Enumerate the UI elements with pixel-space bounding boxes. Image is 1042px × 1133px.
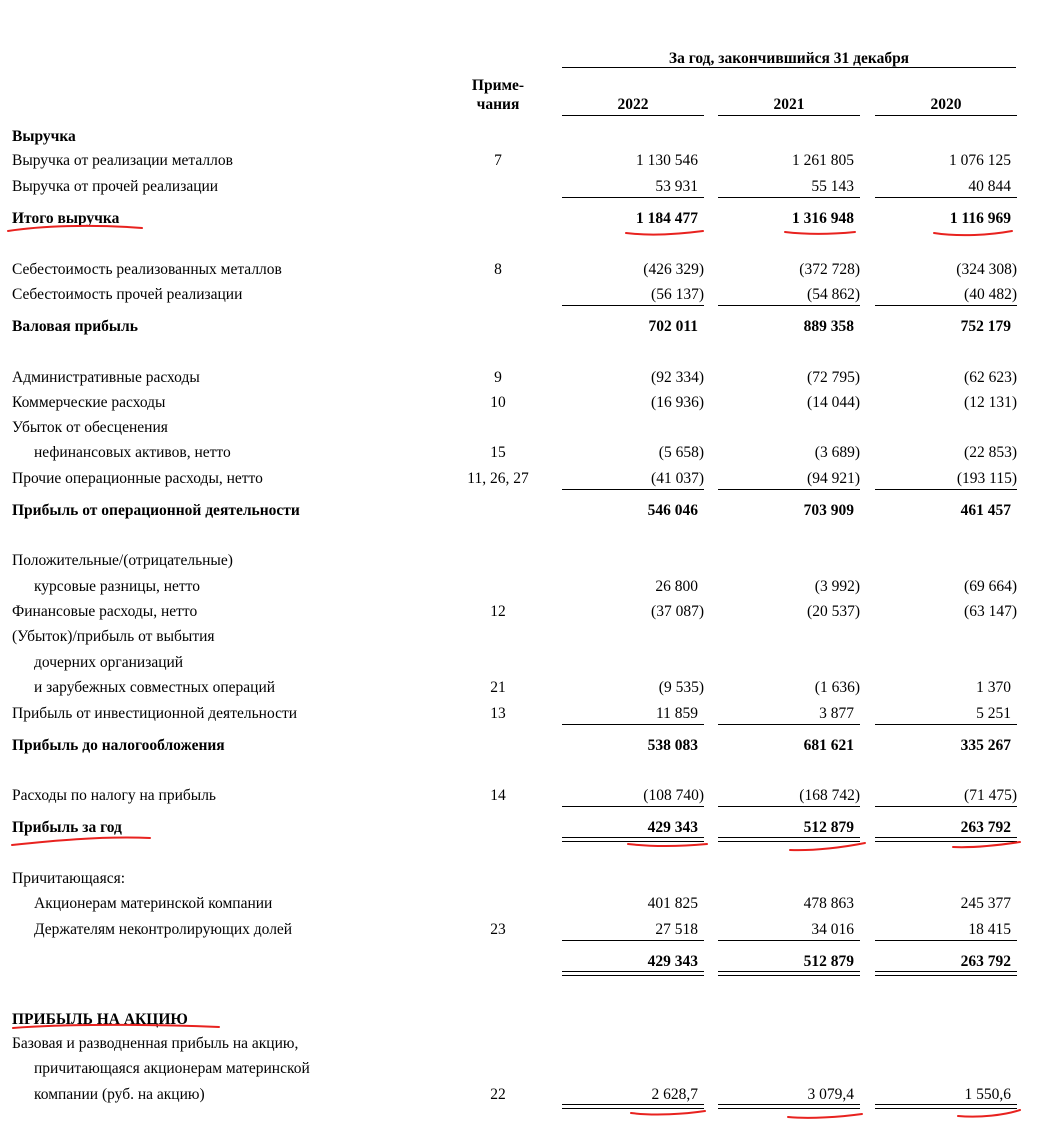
value-2021: (54 862): [807, 286, 860, 303]
value-2022: (56 137): [651, 286, 704, 303]
value-2020: 18 415: [968, 921, 1011, 938]
row-label: Выручка от реализации металлов: [12, 152, 233, 169]
row-note: 12: [490, 603, 506, 620]
row-note: 11, 26, 27: [467, 470, 529, 487]
row-label: Себестоимость реализованных металлов: [12, 261, 282, 278]
notes-heading-1: Приме-: [471, 77, 525, 94]
value-2020: (63 147): [964, 603, 1017, 620]
row-label: Причитающаяся:: [12, 870, 126, 887]
row-label: Коммерческие расходы: [12, 394, 166, 411]
value-2020: (71 475): [964, 787, 1017, 804]
row-note: 9: [494, 369, 502, 386]
value-2020: 263 792: [960, 819, 1011, 836]
underline-annotation: [785, 232, 855, 234]
value-2022: 1 184 477: [636, 210, 698, 227]
value-2022: (108 740): [643, 787, 704, 804]
row-label: Расходы по налогу на прибыль: [12, 787, 217, 804]
value-2021: 55 143: [811, 178, 854, 195]
row-note: 14: [490, 787, 506, 804]
row-label: Прочие операционные расходы, нетто: [12, 470, 263, 487]
value-2021: (1 636): [814, 679, 860, 696]
row-note: 13: [490, 705, 506, 722]
value-2021: 512 879: [803, 953, 854, 970]
value-2021: 889 358: [803, 318, 854, 335]
value-2021: 1 261 805: [792, 152, 854, 169]
value-2021: (3 689): [814, 444, 860, 461]
row-label: Валовая прибыль: [12, 318, 138, 335]
value-2020: (193 115): [956, 470, 1017, 487]
value-2021: 3 079,4: [807, 1086, 854, 1103]
value-2021: (94 921): [807, 470, 860, 487]
row-note: 23: [490, 921, 506, 938]
underline-annotation: [953, 842, 1020, 847]
value-2020: (69 664): [964, 578, 1017, 595]
value-2020: 263 792: [960, 953, 1011, 970]
underline-annotation: [626, 231, 703, 234]
row-label: Держателям неконтролирующих долей: [34, 921, 293, 938]
value-2021: (372 728): [799, 261, 860, 278]
notes-heading-2: чания: [476, 96, 520, 113]
value-2021: (168 742): [799, 787, 860, 804]
row-label: нефинансовых активов, нетто: [34, 444, 231, 461]
value-2022: (37 087): [651, 603, 704, 620]
value-2022: 1 130 546: [636, 152, 698, 169]
value-2020: 40 844: [968, 178, 1011, 195]
row-label: Прибыль до налогообложения: [12, 737, 225, 754]
value-2021: 478 863: [803, 895, 854, 912]
row-label: Прибыль от операционной деятельности: [12, 502, 300, 519]
value-2021: 3 877: [819, 705, 854, 722]
value-2020: 461 457: [960, 502, 1011, 519]
row-label: Положительные/(отрицательные): [12, 552, 233, 569]
value-2021: (14 044): [807, 394, 860, 411]
value-2020: (22 853): [964, 444, 1017, 461]
value-2022: 26 800: [655, 578, 698, 595]
row-label: причитающаяся акционерам материнской: [34, 1060, 310, 1077]
value-2022: 429 343: [647, 819, 698, 836]
underline-annotation: [788, 1114, 862, 1118]
underline-annotation: [12, 838, 150, 845]
underline-annotation: [631, 1111, 705, 1114]
row-note: 15: [490, 444, 506, 461]
row-label: Прибыль от инвестиционной деятельности: [12, 705, 298, 722]
row-note: 22: [490, 1086, 506, 1103]
value-2022: (16 936): [651, 394, 704, 411]
value-2022: 27 518: [655, 921, 698, 938]
value-2022: (426 329): [643, 261, 704, 278]
value-2022: 702 011: [648, 318, 698, 335]
value-2022: 53 931: [655, 178, 698, 195]
row-label: Финансовые расходы, нетто: [12, 603, 198, 620]
value-2020: 335 267: [960, 737, 1011, 754]
row-label: Убыток от обесценения: [12, 419, 168, 436]
value-2020: (40 482): [964, 286, 1017, 303]
eps-section-title: ПРИБЫЛЬ НА АКЦИЮ: [12, 1011, 188, 1028]
row-note: 7: [494, 152, 502, 169]
value-2022: 538 083: [647, 737, 698, 754]
value-2020: 1 116 969: [949, 210, 1011, 227]
value-2021: 512 879: [803, 819, 854, 836]
row-label: (Убыток)/прибыль от выбытия: [12, 628, 215, 645]
value-2021: 703 909: [803, 502, 854, 519]
row-label: Итого выручка: [12, 210, 120, 227]
row-label: Себестоимость прочей реализации: [12, 286, 243, 303]
year-2020: 2020: [930, 96, 962, 113]
underline-annotation: [8, 226, 142, 231]
value-2020: 5 251: [976, 705, 1011, 722]
row-note: 10: [490, 394, 506, 411]
row-note: 8: [494, 261, 502, 278]
value-2022: (92 334): [651, 369, 704, 386]
underline-annotation: [628, 844, 707, 846]
row-label: Административные расходы: [12, 369, 200, 386]
value-2020: 1 550,6: [964, 1086, 1011, 1103]
row-label: компании (руб. на акцию): [34, 1086, 205, 1103]
value-2020: (324 308): [956, 261, 1017, 278]
row-label: Прибыль за год: [12, 819, 122, 836]
underline-annotation: [934, 231, 1012, 235]
value-2022: 11 859: [655, 705, 698, 722]
value-2022: 2 628,7: [651, 1086, 698, 1103]
underline-annotation: [958, 1110, 1020, 1117]
row-label: Выручка от прочей реализации: [12, 178, 219, 195]
year-2021: 2021: [773, 96, 805, 113]
underline-annotation: [790, 843, 865, 850]
value-2021: (72 795): [807, 369, 860, 386]
row-label: Акционерам материнской компании: [34, 895, 273, 912]
value-2021: (3 992): [814, 578, 860, 595]
value-2020: 752 179: [960, 318, 1011, 335]
value-2022: (41 037): [651, 470, 704, 487]
value-2022: (9 535): [658, 679, 704, 696]
underline-annotation: [13, 1025, 219, 1028]
value-2020: (62 623): [964, 369, 1017, 386]
row-label: курсовые разницы, нетто: [34, 578, 200, 595]
value-2021: 1 316 948: [792, 210, 854, 227]
value-2021: 681 621: [803, 737, 854, 754]
value-2021: 34 016: [811, 921, 854, 938]
value-2020: 1 076 125: [949, 152, 1011, 169]
value-2020: 245 377: [960, 895, 1011, 912]
row-label: Базовая и разводненная прибыль на акцию,: [12, 1035, 299, 1052]
row-label: и зарубежных совместных операций: [34, 679, 276, 696]
value-2020: 1 370: [976, 679, 1011, 696]
revenue-section-title: Выручка: [12, 128, 76, 145]
value-2022: 429 343: [647, 953, 698, 970]
value-2022: 401 825: [647, 895, 698, 912]
value-2022: (5 658): [658, 444, 704, 461]
row-note: 21: [490, 679, 506, 696]
year-2022: 2022: [617, 96, 649, 113]
row-label: дочерних организаций: [34, 654, 184, 671]
value-2020: (12 131): [964, 394, 1017, 411]
value-2022: 546 046: [647, 502, 698, 519]
value-2021: (20 537): [807, 603, 860, 620]
period-heading: За год, закончившийся 31 декабря: [668, 50, 910, 67]
